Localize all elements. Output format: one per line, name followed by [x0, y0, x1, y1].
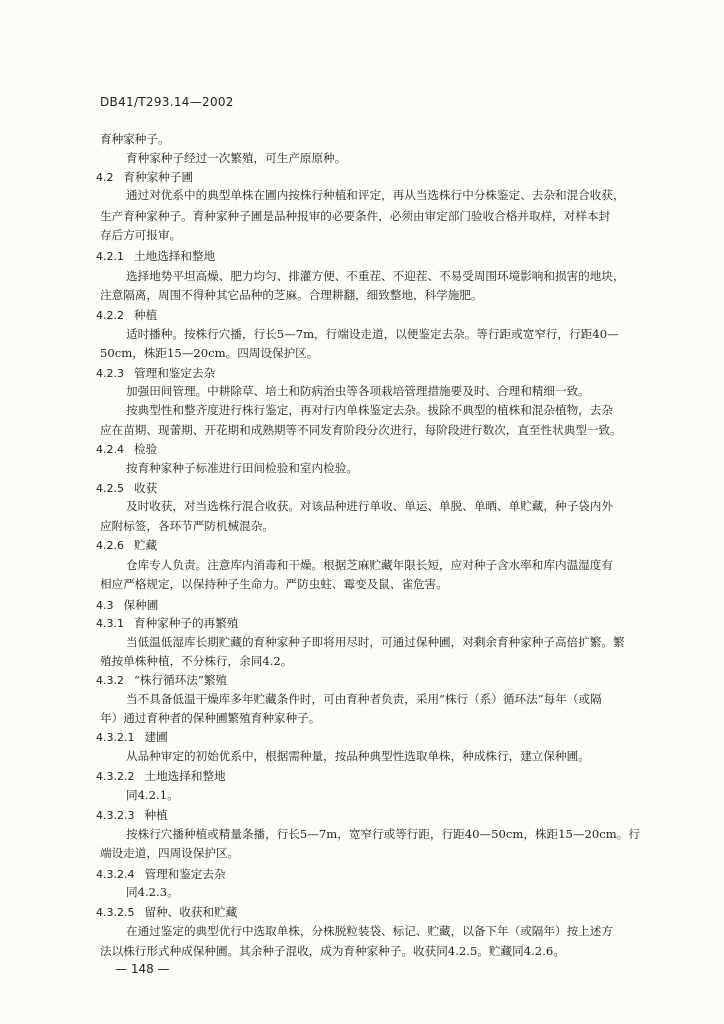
- section-heading: [96, 537, 157, 554]
- section-heading: [96, 866, 226, 883]
- section-heading: [96, 480, 157, 497]
- body-text-line: [126, 402, 613, 418]
- line-text: 选择地势平坦高燥、肥力均匀、排灌方便、不重茬、不迎茬、不易受周围环境影响和损害的地块，: [126, 269, 625, 283]
- line-text: 保种圃: [123, 598, 159, 612]
- section-number: 4.3.2.1: [96, 731, 135, 744]
- body-text-line: [100, 345, 318, 361]
- body-text-line: [100, 518, 274, 534]
- line-text: 同4.2.1。: [126, 788, 179, 802]
- body-text-line: [126, 557, 613, 573]
- section-heading: [96, 365, 215, 382]
- line-text: 贮藏: [134, 538, 158, 552]
- line-text: 应附标签，各环节严防机械混杂。: [100, 519, 274, 533]
- body-text-line: [126, 460, 358, 476]
- line-text: 育种家种子圃: [123, 170, 194, 184]
- section-heading: [96, 615, 238, 632]
- section-heading: [96, 248, 215, 265]
- section-number: 4.2.4: [96, 443, 124, 456]
- body-text-line: [126, 326, 619, 342]
- line-text: 育种家种子。: [100, 132, 170, 146]
- body-text-line: [100, 227, 181, 243]
- line-text: 及时收获，对当选株行混合收获。对该品种进行单收、单运、单脱、单晒、单贮藏，种子袋内外: [126, 499, 613, 513]
- line-text: 通过对优系中的典型单株在圃内按株行种植和评定，再从当选株行中分株鉴定、去杂和混合收获，: [126, 188, 625, 202]
- line-text: 相应严格规定，以保持种子生命力。严防虫蛀、霉变及鼠、雀危害。: [100, 577, 448, 591]
- line-text: 生产育种家种子。育种家种子圃是品种报审的必要条件，必须由审定部门验收合格并取样，对样本封: [100, 209, 611, 223]
- line-text: 土地选择和整地: [134, 249, 216, 263]
- section-heading: [96, 672, 227, 689]
- body-text-line: [126, 150, 346, 166]
- body-text-line: [100, 131, 170, 147]
- line-text: 土地选择和整地: [144, 769, 226, 783]
- line-text: 管理和鉴定去杂: [134, 366, 216, 380]
- body-text-line: [126, 787, 179, 803]
- section-number: 4.3: [96, 599, 114, 612]
- section-number: 4.2.6: [96, 539, 124, 552]
- line-text: 种植: [144, 808, 168, 822]
- body-text-line: [126, 187, 625, 203]
- section-number: 4.3.2: [96, 674, 124, 687]
- line-text: 育种家种子经过一次繁殖，可生产原原种。: [126, 151, 347, 165]
- body-text-line: [126, 498, 613, 514]
- line-text: 从品种审定的初始优系中，根据需种量，按品种典型性选取单株，种成株行，建立保种圃。: [126, 749, 590, 763]
- line-text: 注意隔离，周围不得种其它品种的芝麻。合理耕翻，细致整地，科学施肥。: [100, 288, 483, 302]
- line-text: 存后方可报审。: [100, 228, 182, 242]
- section-heading: [96, 904, 237, 921]
- body-text-line: [100, 845, 239, 861]
- body-text-line: [100, 653, 292, 669]
- line-text: 加强田间管理。中耕除草、培土和防病治虫等各项栽培管理措施要及时、合理和精细一致。: [126, 384, 590, 398]
- section-number: 4.3.2.3: [96, 809, 135, 822]
- line-text: 收获: [134, 481, 158, 495]
- line-text: 端设走道，四周设保护区。: [100, 846, 240, 860]
- line-text: 在通过鉴定的典型优行中选取单株，分株脱粒装袋、标记、贮藏，以备下年（或隔年）按上述方: [126, 924, 613, 938]
- page-number: — 148 —: [115, 962, 170, 976]
- section-heading: [96, 729, 168, 746]
- line-text: 当低温低湿库长期贮藏的育种家种子即将用尽时，可通过保种圃，对剩余育种家种子高倍扩繁。繁: [126, 635, 625, 649]
- body-text-line: [126, 691, 602, 707]
- body-text-line: [100, 208, 610, 224]
- line-text: 建圃: [144, 730, 168, 744]
- body-text-line: [100, 576, 448, 592]
- section-heading: [96, 307, 157, 324]
- line-text: 按育种家种子标准进行田间检验和室内检验。: [126, 461, 358, 475]
- line-text: 适时播种。按株行穴播，行长5—7m，行端设走道，以便鉴定去杂。等行距或宽窄行，行距40—: [126, 327, 619, 341]
- line-text: 年）通过育种者的保种圃繁殖育种家种子。: [100, 711, 321, 725]
- section-number: 4.2.1: [96, 250, 124, 263]
- section-heading: [96, 768, 226, 785]
- section-number: 4.3.2.4: [96, 868, 135, 881]
- body-text-line: [126, 383, 590, 399]
- section-number: 4.3.1: [96, 617, 124, 630]
- line-text: 种植: [134, 308, 158, 322]
- section-heading: [96, 169, 193, 186]
- body-text-line: [126, 748, 590, 764]
- line-text: 当不具备低温干燥库多年贮藏条件时，可由育种者负责，采用“株行（系）循环法”每年（或隔: [126, 692, 602, 706]
- section-number: 4.2.2: [96, 309, 124, 322]
- line-text: 法以株行形式种成保种圃。其余种子混收，成为育种家种子。收获同4.2.5。贮藏同4.2.6。: [100, 944, 565, 958]
- section-number: 4.3.2.5: [96, 906, 135, 919]
- body-text-line: [100, 422, 622, 438]
- line-text: 50cm，株距15—20cm。四周设保护区。: [100, 346, 319, 360]
- line-text: 按株行穴播种植或精量条播，行长5—7m，宽窄行或等行距，行距40—50cm，株距15—20cm。行: [126, 827, 640, 841]
- section-heading: [96, 807, 168, 824]
- body-text-line: [126, 923, 613, 939]
- section-number: 4.3.2.2: [96, 770, 135, 783]
- line-text: 同4.2.3。: [126, 885, 179, 899]
- line-text: 管理和鉴定去杂: [144, 867, 226, 881]
- section-heading: [96, 441, 157, 458]
- line-text: 应在苗期、现蕾期、开花期和成熟期等不同发育阶段分次进行，每阶段进行数次，直至性状典型一致。: [100, 423, 622, 437]
- body-text-line: [126, 268, 625, 284]
- body-text-line: [126, 884, 179, 900]
- line-text: 仓库专人负责。注意库内消毒和干燥。根据芝麻贮藏年限长短，应对种子含水率和库内温湿度有: [126, 558, 613, 572]
- section-number: 4.2.5: [96, 482, 124, 495]
- line-text: 检验: [134, 442, 158, 456]
- line-text: 按典型性和整齐度进行株行鉴定，再对行内单株鉴定去杂。拔除不典型的植株和混杂植物，去杂: [126, 403, 613, 417]
- body-text-line: [126, 826, 640, 842]
- body-text-line: [100, 287, 483, 303]
- body-text-line: [100, 710, 320, 726]
- standard-number-header: DB41/T293.14—2002: [100, 95, 234, 109]
- body-text-line: [100, 943, 565, 959]
- section-heading: [96, 597, 158, 614]
- section-number: 4.2: [96, 171, 114, 184]
- section-number: 4.2.3: [96, 367, 124, 380]
- body-text-line: [126, 634, 625, 650]
- line-text: 殖按单株种植，不分株行，余同4.2。: [100, 654, 293, 668]
- line-text: 留种、收获和贮藏: [144, 905, 238, 919]
- line-text: “株行循环法”繁殖: [134, 673, 228, 687]
- line-text: 育种家种子的再繁殖: [134, 616, 239, 630]
